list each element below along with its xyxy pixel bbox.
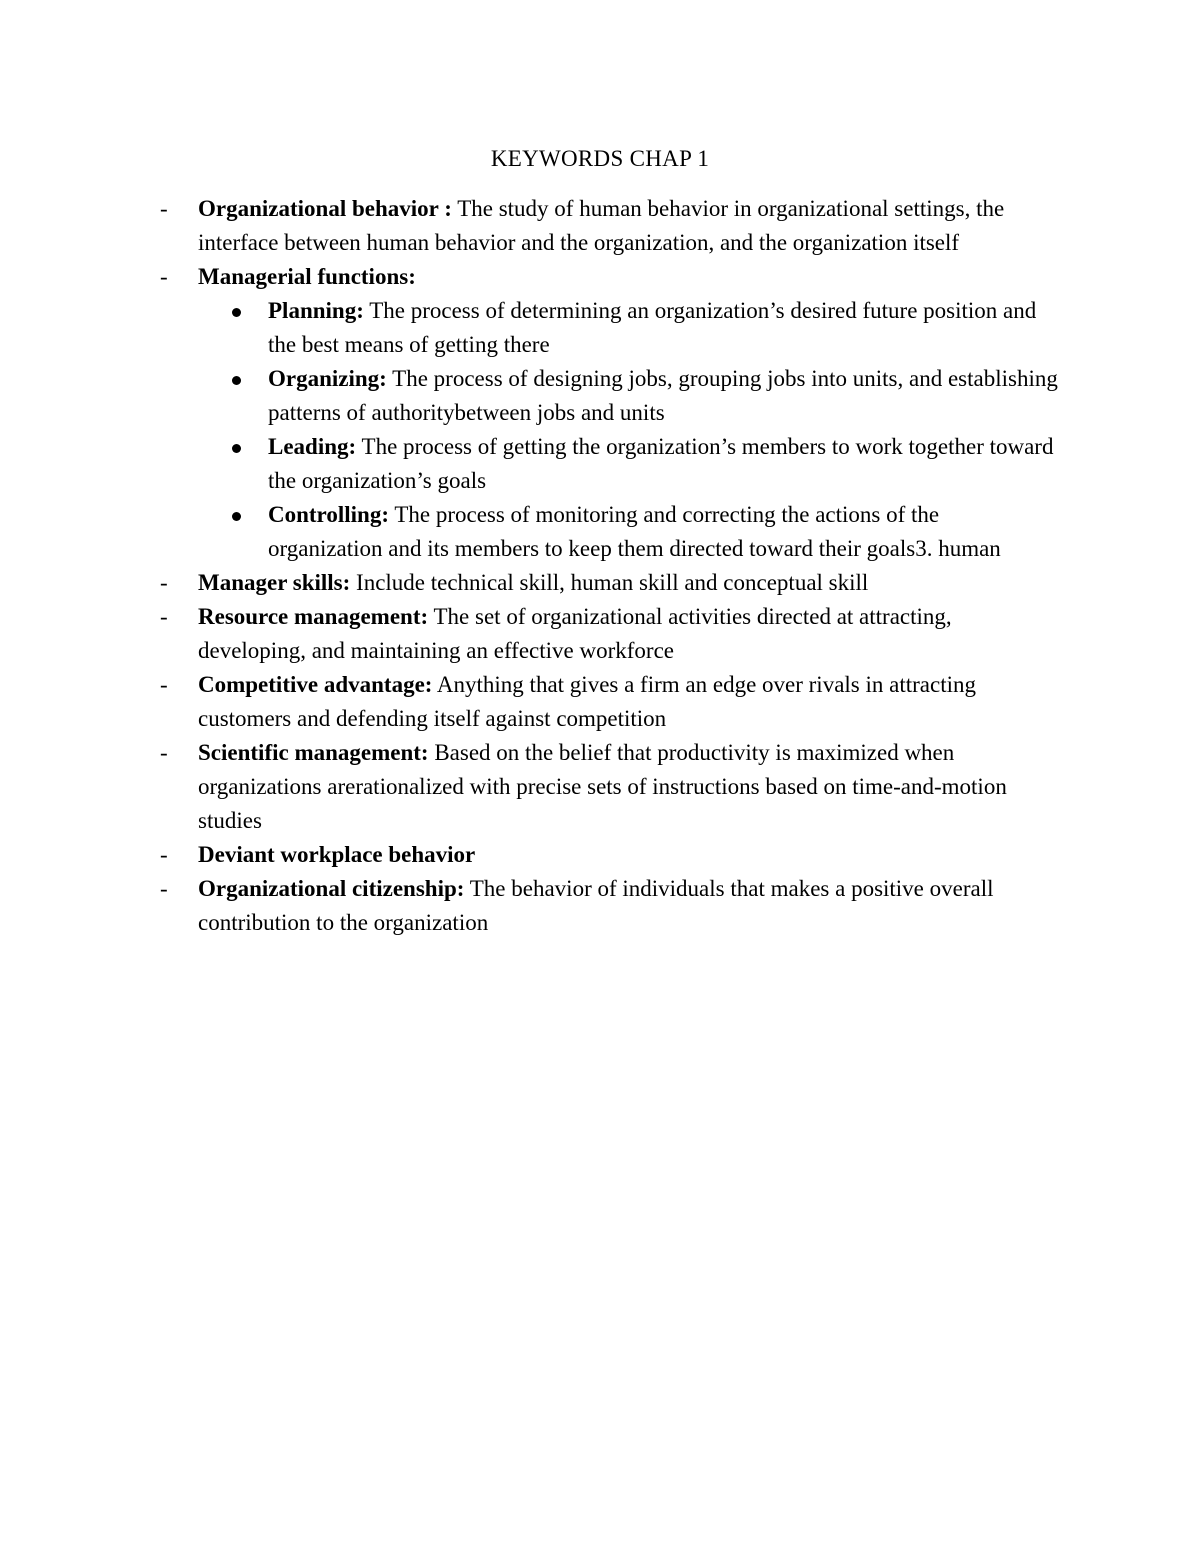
keyword-item-manager-skills xyxy=(160,566,1058,600)
subitem-definition: The process of monitoring and correcting the actions of the organization and its members to keep them directed toward their goals3. human xyxy=(268,502,1001,561)
keyword-item-scientific-management xyxy=(160,736,1058,838)
keyword-term: Manager skills: xyxy=(198,570,351,595)
keyword-definition: Based on the belief that productivity is maximized when organizations arerationalized with precise sets of instructions based on time-and-motion studies xyxy=(198,740,1007,833)
keyword-item-competitive-advantage xyxy=(160,668,1058,736)
keyword-term: Deviant workplace behavior xyxy=(198,842,476,867)
keyword-term: Competitive advantage: xyxy=(198,672,433,697)
bullet-icon xyxy=(232,376,241,385)
keyword-definition: The behavior of individuals that makes a positive overall contribution to the organization xyxy=(198,876,994,935)
dash-marker: - xyxy=(160,740,168,765)
dash-marker: - xyxy=(160,570,168,595)
subitem-organizing xyxy=(268,362,1058,430)
dash-marker: - xyxy=(160,672,168,697)
keyword-term: Managerial functions: xyxy=(198,264,416,289)
subitem-term: Planning: xyxy=(268,298,364,323)
keyword-definition: Include technical skill, human skill and conceptual skill xyxy=(350,570,869,595)
keyword-definition: The study of human behavior in organizational settings, the interface between human behavior and the organization, and the organization itself xyxy=(198,196,1005,255)
subitem-definition: The process of designing jobs, grouping jobs into units, and establishing patterns of authoritybetween jobs and units xyxy=(268,366,1058,425)
keyword-definition: The set of organizational activities directed at attracting, developing, and maintaining an effective workforce xyxy=(198,604,952,663)
subitem-planning xyxy=(268,294,1058,362)
keyword-term: Resource management: xyxy=(198,604,429,629)
keyword-item-resource-management xyxy=(160,600,1058,668)
bullet-icon xyxy=(232,512,241,521)
dash-marker: - xyxy=(160,604,168,629)
dash-marker: - xyxy=(160,264,168,289)
subitem-leading xyxy=(268,430,1058,498)
document-title: KEYWORDS CHAP 1 xyxy=(490,146,710,171)
subitem-definition: The process of determining an organization’s desired future position and the best means of getting there xyxy=(268,298,1037,357)
subitem-term: Controlling: xyxy=(268,502,389,527)
keyword-term: Scientific management: xyxy=(198,740,429,765)
bullet-icon xyxy=(232,444,241,453)
dash-marker: - xyxy=(160,876,168,901)
keyword-item-organizational-citizenship xyxy=(160,872,1058,940)
keyword-item-deviant-workplace-behavior xyxy=(160,838,1058,872)
subitem-term: Leading: xyxy=(268,434,357,459)
keyword-list xyxy=(0,192,1200,940)
subitem-definition: The process of getting the organization’s members to work together toward the organization’s goals xyxy=(268,434,1054,493)
keyword-item-managerial-functions xyxy=(160,260,1058,294)
dash-marker: - xyxy=(160,842,168,867)
subitem-term: Organizing: xyxy=(268,366,387,391)
keyword-term: Organizational citizenship: xyxy=(198,876,465,901)
keyword-item-organizational-behavior xyxy=(160,192,1058,260)
keyword-definition: Anything that gives a firm an edge over rivals in attracting customers and defending itself against competition xyxy=(198,672,976,731)
subitem-controlling xyxy=(268,498,1058,566)
bullet-icon xyxy=(232,308,241,317)
dash-marker: - xyxy=(160,196,168,221)
keyword-term: Organizational behavior : xyxy=(198,196,452,221)
